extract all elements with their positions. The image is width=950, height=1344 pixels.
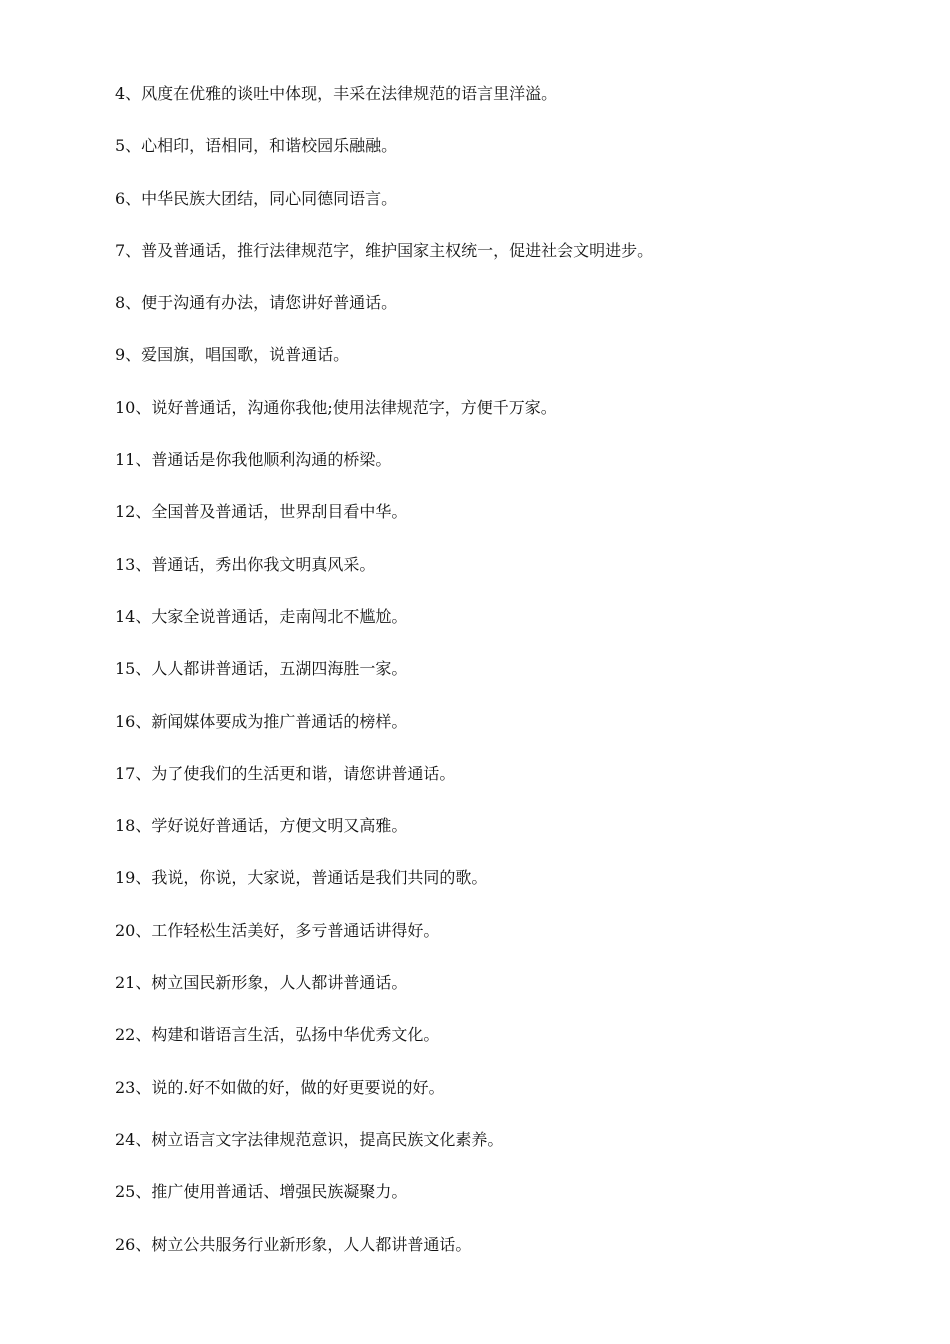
slogan-item: 16、新闻媒体要成为推广普通话的榜样。 (115, 711, 408, 731)
slogan-item: 8、便于沟通有办法，请您讲好普通话。 (115, 293, 398, 313)
slogan-item: 4、风度在优雅的谈吐中体现，丰采在法律规范的语言里洋溢。 (115, 84, 558, 103)
slogan-item: 24、树立语言文字法律规范意识，提高民族文化素养。 (115, 1129, 504, 1149)
slogan-item: 11、普通话是你我他顺利沟通的桥梁。 (115, 450, 392, 470)
slogan-item: 18、学好说好普通话，方便文明又高雅。 (115, 816, 408, 836)
slogan-item: 7、普及普通话，推行法律规范字，维护国家主权统一，促进社会文明进步。 (115, 240, 654, 260)
slogan-item: 19、我说，你说，大家说，普通话是我们共同的歌。 (115, 868, 488, 888)
slogan-item: 17、为了使我们的生活更和谐，请您讲普通话。 (115, 763, 456, 783)
slogan-item: 23、说的.好不如做的好，做的好更要说的好。 (115, 1077, 445, 1097)
slogan-item: 12、全国普及普通话，世界刮目看中华。 (115, 502, 408, 522)
slogan-item: 10、说好普通话，沟通你我他;使用法律规范字，方便千万家。 (115, 397, 557, 417)
slogan-list (115, 82, 653, 1285)
slogan-item: 13、普通话，秀出你我文明真风采。 (115, 554, 376, 574)
slogan-item: 9、爱国旗，唱国歌，说普通话。 (115, 345, 350, 365)
slogan-item: 6、中华民族大团结，同心同德同语言。 (115, 188, 398, 208)
slogan-item: 5、心相印，语相同，和谐校园乐融融。 (115, 136, 398, 156)
slogan-item: 20、工作轻松生活美好，多亏普通话讲得好。 (115, 920, 440, 940)
slogan-item: 25、推广使用普通话、增强民族凝聚力。 (115, 1182, 408, 1202)
slogan-item: 26、树立公共服务行业新形象，人人都讲普通话。 (115, 1234, 472, 1254)
slogan-item: 15、人人都讲普通话，五湖四海胜一家。 (115, 659, 408, 679)
slogan-item: 14、大家全说普通话，走南闯北不尴尬。 (115, 606, 408, 626)
slogan-item: 21、树立国民新形象，人人都讲普通话。 (115, 973, 408, 993)
slogan-item: 22、构建和谐语言生活，弘扬中华优秀文化。 (115, 1025, 440, 1045)
